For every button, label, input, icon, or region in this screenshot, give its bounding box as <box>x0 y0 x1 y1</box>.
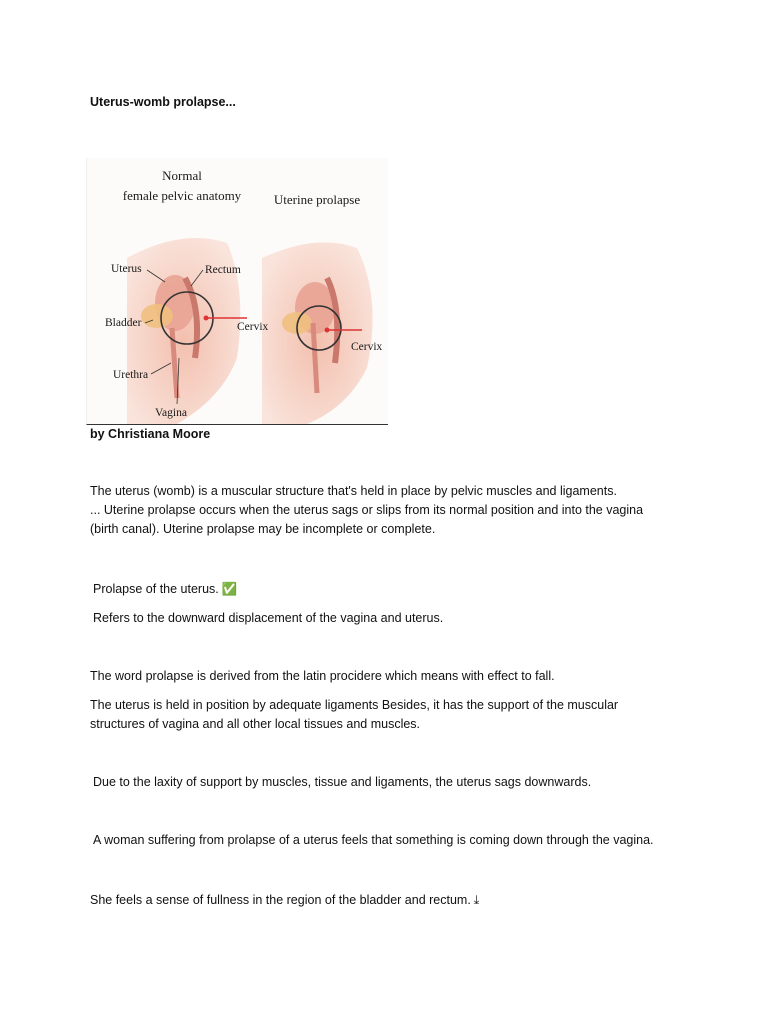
paragraph-symptom: A woman suffering from prolapse of a uterus feels that something is coming down through the vagina. <box>93 833 654 847</box>
paragraph-prolapse-heading <box>93 579 237 599</box>
label-urethra: Urethra <box>113 369 149 381</box>
label-vagina: Vagina <box>155 407 187 419</box>
paragraph-etymology: The word prolapse is derived from the latin procidere which means with effect to fall. <box>90 669 555 683</box>
figure-left-title-line1: Normal <box>162 168 202 183</box>
label-bladder: Bladder <box>105 317 142 329</box>
paragraph-intro-line1: The uterus (womb) is a muscular structure that's held in place by pelvic muscles and ligaments. <box>90 484 617 498</box>
label-cervix-right: Cervix <box>351 341 383 353</box>
figure-right-title: Uterine prolapse <box>273 192 361 207</box>
paragraph-intro-line3: (birth canal). Uterine prolapse may be incomplete or complete. <box>90 522 436 536</box>
paragraph-fullness <box>90 890 479 910</box>
document-title: Uterus-womb prolapse... <box>90 95 236 109</box>
check-mark-icon: ✅ <box>221 581 238 596</box>
label-rectum: Rectum <box>205 264 241 276</box>
paragraph-intro <box>90 482 643 539</box>
label-cervix-left: Cervix <box>237 321 269 333</box>
figure-left-title-line2: female pelvic anatomy <box>122 188 242 203</box>
label-uterus: Uterus <box>111 263 142 275</box>
paragraph-definition: Refers to the downward displacement of the vagina and uterus. <box>93 611 444 625</box>
paragraph-intro-line2: ... Uterine prolapse occurs when the uterus sags or slips from its normal position and into the vagina <box>90 503 644 517</box>
paragraph-prolapse-text: Prolapse of the uterus. <box>93 582 219 596</box>
paragraph-laxity: Due to the laxity of support by muscles, tissue and ligaments, the uterus sags downwards. <box>93 775 592 789</box>
paragraph-support-line2: structures of vagina and all other local tissues and muscles. <box>90 717 421 731</box>
down-arrow-icon: ⤓ <box>473 892 480 907</box>
paragraph-fullness-text: She feels a sense of fullness in the region of the bladder and rectum. <box>90 893 471 907</box>
byline: by Christiana Moore <box>90 427 211 441</box>
anatomy-illustration <box>86 158 388 425</box>
paragraph-support-line1: The uterus is held in position by adequate ligaments Besides, it has the support of the muscular <box>90 698 619 712</box>
paragraph-support <box>90 696 618 734</box>
